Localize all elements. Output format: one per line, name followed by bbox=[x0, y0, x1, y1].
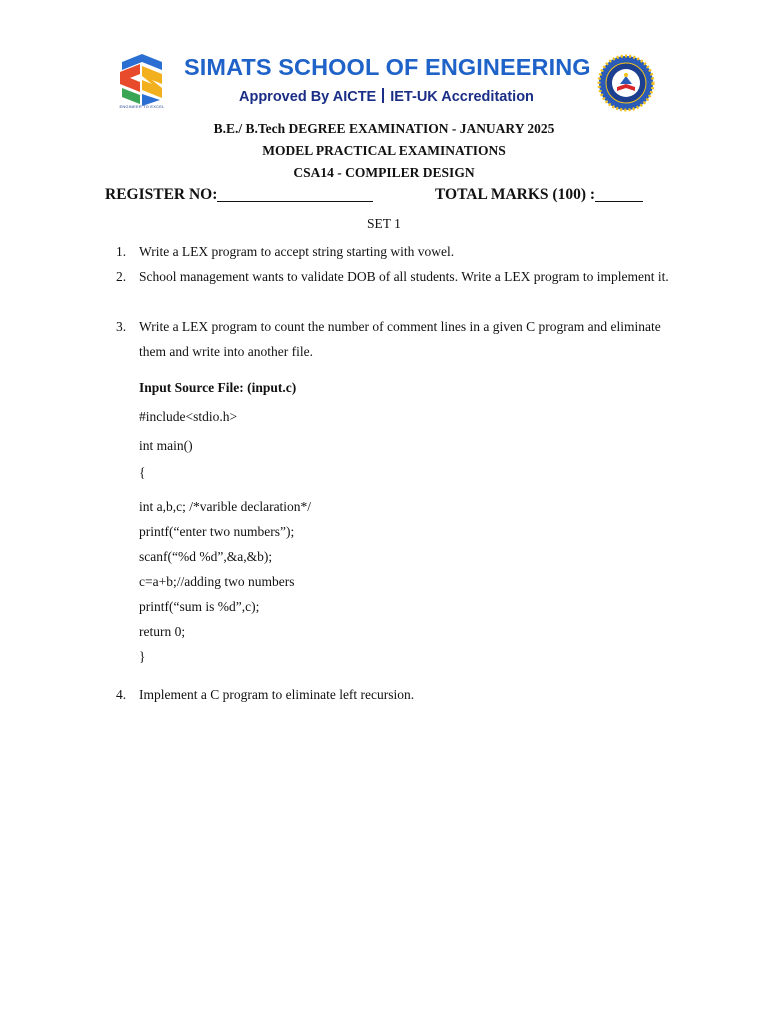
question-number: 3. bbox=[116, 319, 127, 334]
question-item bbox=[116, 264, 676, 314]
logo-caption: ENGINEER TO EXCEL bbox=[119, 104, 165, 109]
code-line: } bbox=[139, 649, 146, 664]
sse-logo-icon bbox=[116, 52, 166, 112]
question-number: 4. bbox=[116, 687, 127, 702]
exam-type: MODEL PRACTICAL EXAMINATIONS bbox=[262, 143, 506, 158]
marks-label: TOTAL MARKS (100) : bbox=[435, 186, 596, 203]
set-label: SET 1 bbox=[367, 216, 401, 231]
code-line: #include<stdio.h> bbox=[139, 409, 238, 424]
register-label: REGISTER NO: bbox=[105, 186, 218, 203]
approval-line bbox=[239, 88, 534, 105]
register-no bbox=[105, 186, 373, 204]
header-banner bbox=[116, 50, 660, 116]
code-line: scanf(“%d %d”,&a,&b); bbox=[139, 549, 273, 564]
question-text: Write a LEX program to count the number of comment lines in a given C program and eliminate them and write into another file. bbox=[139, 319, 661, 359]
approval-separator bbox=[382, 88, 384, 103]
marks-blank bbox=[595, 187, 643, 202]
code-line: int a,b,c; /*varible declaration*/ bbox=[139, 499, 312, 514]
question-item bbox=[116, 682, 676, 707]
approval-aicte: Approved By AICTE bbox=[239, 89, 377, 105]
register-row bbox=[105, 186, 665, 208]
exam-title: B.E./ B.Tech DEGREE EXAMINATION - JANUARY 2025 bbox=[213, 121, 555, 136]
register-blank bbox=[217, 187, 373, 202]
question-text: School management wants to validate DOB of all students. Write a LEX program to implement it. bbox=[139, 269, 669, 284]
code-line: { bbox=[139, 465, 146, 480]
question-number: 1. bbox=[116, 244, 127, 259]
source-file-title: Input Source File: (input.c) bbox=[139, 380, 297, 395]
code-line: return 0; bbox=[139, 624, 186, 639]
question-item bbox=[116, 239, 676, 264]
code-line: printf(“sum is %d”,c); bbox=[139, 599, 260, 614]
approval-iet: IET-UK Accreditation bbox=[390, 89, 534, 105]
code-line: c=a+b;//adding two numbers bbox=[139, 574, 295, 589]
school-name: SIMATS SCHOOL OF ENGINEERING bbox=[184, 54, 591, 80]
question-text: Implement a C program to eliminate left recursion. bbox=[139, 687, 415, 702]
question-item bbox=[116, 314, 676, 364]
institution-seal-icon bbox=[596, 54, 656, 112]
code-line: int main() bbox=[139, 438, 193, 453]
question-number: 2. bbox=[116, 269, 127, 284]
total-marks bbox=[435, 186, 643, 204]
course-title: CSA14 - COMPILER DESIGN bbox=[293, 165, 475, 180]
code-line: printf(“enter two numbers”); bbox=[139, 524, 295, 539]
question-text: Write a LEX program to accept string starting with vowel. bbox=[139, 244, 455, 259]
